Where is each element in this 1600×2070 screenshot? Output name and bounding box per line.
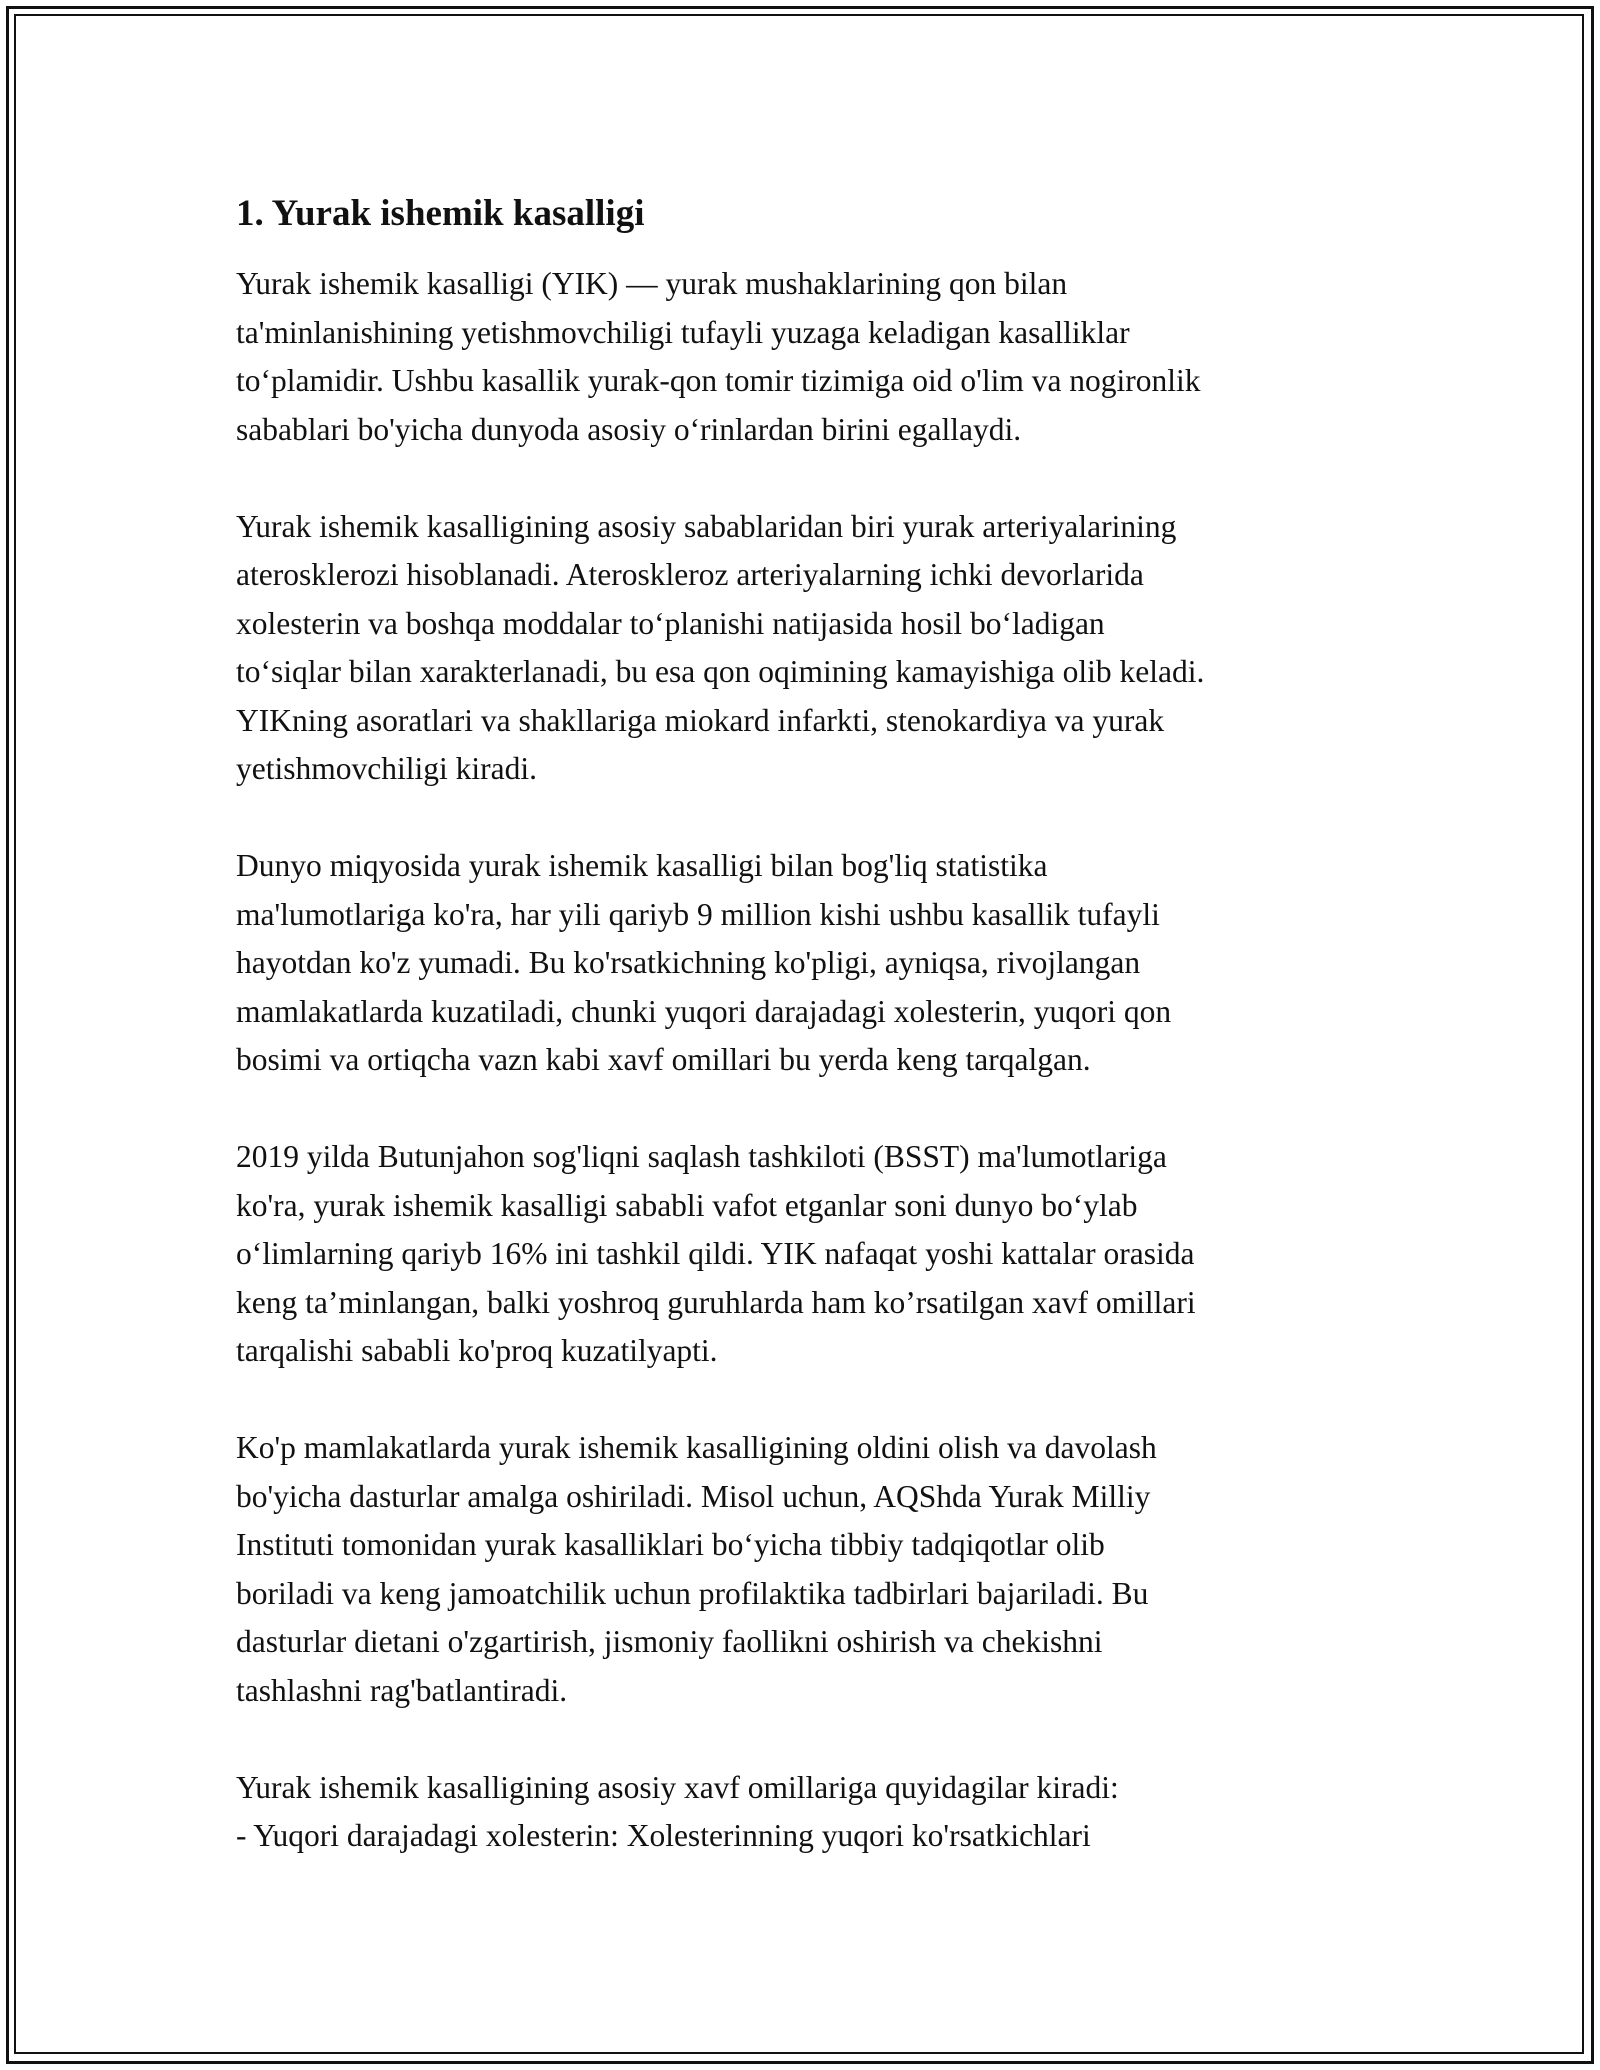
text-line: Yurak ishemik kasalligining asosiy xavf omillariga quyidagilar kiradi: bbox=[236, 1769, 1119, 1805]
text-line: boriladi va keng jamoatchilik uchun profilaktika tadbirlari bajariladi. Bu bbox=[236, 1575, 1149, 1611]
paragraph-world-statistics bbox=[236, 842, 1386, 1085]
text-line: tarqalishi sababli ko'proq kuzatilyapti. bbox=[236, 1333, 718, 1368]
text-line: bosimi va ortiqcha vazn kabi xavf omillari bu yerda keng tarqalgan. bbox=[236, 1042, 1091, 1077]
text-line: mamlakatlarda kuzatiladi, chunki yuqori darajadagi xolesterin, yuqori qon bbox=[236, 993, 1172, 1029]
section-heading: 1. Yurak ishemik kasalligi bbox=[236, 193, 645, 234]
list-item: - Yuqori darajadagi xolesterin: Xolesterinning yuqori ko'rsatkichlari bbox=[236, 1818, 1091, 1853]
paragraph-causes bbox=[236, 503, 1386, 794]
text-line: Yurak ishemik kasalligi (YIK) — yurak mushaklarining qon bilan bbox=[236, 266, 1068, 301]
text-line: Ko'p mamlakatlarda yurak ishemik kasalligining oldini olish va davolash bbox=[236, 1430, 1157, 1465]
text-line: Yurak ishemik kasalligining asosiy sabablaridan biri yurak arteriyalarining bbox=[236, 508, 1177, 544]
text-line: yetishmovchiligi kiradi. bbox=[236, 751, 537, 786]
text-line: xolesterin va boshqa moddalar to‘planishi natijasida hosil bo‘ladigan bbox=[236, 605, 1105, 641]
text-line: to‘plamidir. Ushbu kasallik yurak-qon tomir tizimiga oid o'lim va nogironlik bbox=[236, 363, 1201, 398]
text-line: bo'yicha dasturlar amalga oshiriladi. Misol uchun, AQShda Yurak Milliy bbox=[236, 1478, 1151, 1514]
text-line: Dunyo miqyosida yurak ishemik kasalligi bilan bog'liq statistika bbox=[236, 848, 1048, 883]
text-line: keng ta’minlangan, balki yoshroq guruhlarda ham ko’rsatilgan xavf omillari bbox=[236, 1284, 1196, 1320]
text-line: sabablari bo'yicha dunyoda asosiy o‘rinlardan birini egallaydi. bbox=[236, 411, 1022, 447]
text-line: YIKning asoratlari va shakllariga miokard infarkti, stenokardiya va yurak bbox=[236, 702, 1165, 738]
document-body bbox=[236, 188, 1386, 1909]
text-line: tashlashni rag'batlantiradi. bbox=[236, 1672, 568, 1708]
text-line: dasturlar dietani o'zgartirish, jismoniy faollikni oshirish va chekishni bbox=[236, 1624, 1103, 1659]
text-line: o‘limlarning qariyb 16% ini tashkil qildi. YIK nafaqat yoshi kattalar orasida bbox=[236, 1236, 1195, 1271]
text-line: hayotdan ko'z yumadi. Bu ko'rsatkichning ko'pligi, ayniqsa, rivojlangan bbox=[236, 945, 1141, 980]
paragraph-risk-factors bbox=[236, 1764, 1386, 1861]
paragraph-definition bbox=[236, 260, 1386, 454]
text-line: ta'minlanishining yetishmovchiligi tufayli yuzaga keladigan kasalliklar bbox=[236, 314, 1130, 350]
text-line: ma'lumotlariga ko'ra, har yili qariyb 9 million kishi ushbu kasallik tufayli bbox=[236, 896, 1160, 932]
text-line: aterosklerozi hisoblanadi. Ateroskleroz arteriyalarning ichki devorlarida bbox=[236, 557, 1144, 592]
paragraph-prevention-programs bbox=[236, 1424, 1386, 1715]
text-line: 2019 yilda Butunjahon sog'liqni saqlash tashkiloti (BSST) ma'lumotlariga bbox=[236, 1139, 1167, 1174]
text-line: to‘siqlar bilan xarakterlanadi, bu esa qon oqimining kamayishiga olib keladi. bbox=[236, 654, 1205, 689]
paragraph-who-data bbox=[236, 1133, 1386, 1376]
text-line: Instituti tomonidan yurak kasalliklari bo‘yicha tibbiy tadqiqotlar olib bbox=[236, 1527, 1105, 1562]
text-line: ko'ra, yurak ishemik kasalligi sababli vafot etganlar soni dunyo bo‘ylab bbox=[236, 1187, 1138, 1223]
